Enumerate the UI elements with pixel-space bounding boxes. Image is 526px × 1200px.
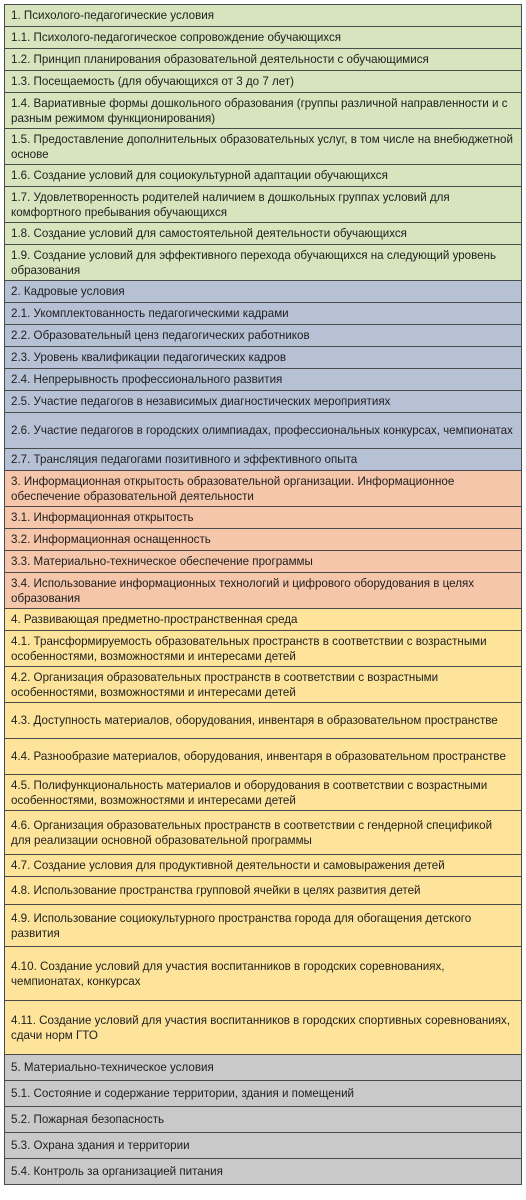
table-row [5,775,522,811]
table-row [5,223,522,245]
table-row [5,811,522,855]
table-row [5,129,522,165]
table-row [5,71,522,93]
table-cell: 4.10. Создание условий для участия воспитанников в городских соревнованиях, чемпионатах, конкурсах [5,947,522,1001]
table-cell: 2.5. Участие педагогов в независимых диагностических мероприятиях [5,391,522,413]
table-row [5,1081,522,1107]
table-row [5,667,522,703]
table-cell: 1.5. Предоставление дополнительных образовательных услуг, в том числе на внебюджетной основе [5,129,522,165]
table-cell: 3.3. Материально-техническое обеспечение программы [5,551,522,573]
table-cell: 2.7. Трансляция педагогами позитивного и эффективного опыта [5,449,522,471]
table-row [5,325,522,347]
table-row [5,391,522,413]
table-cell: 1.1. Психолого-педагогическое сопровождение обучающихся [5,27,522,49]
table-row [5,49,522,71]
table-cell: 4.3. Доступность материалов, оборудования, инвентаря в образовательном пространстве [5,703,522,739]
section-row-1 [5,5,522,27]
table-cell: 2.2. Образовательный ценз педагогических работников [5,325,522,347]
table-cell: 5.3. Охрана здания и территории [5,1133,522,1159]
table-cell: 1.7. Удовлетворенность родителей наличием в дошкольных группах условий для комфортного пребывания обучающихся [5,187,522,223]
table-cell: 1.2. Принцип планирования образовательной деятельности с обучающимися [5,49,522,71]
table-row [5,245,522,281]
table-row [5,631,522,667]
table-row [5,551,522,573]
section-row-2 [5,281,522,303]
table-cell: 1.9. Создание условий для эффективного перехода обучающихся на следующий уровень образования [5,245,522,281]
table-row [5,1001,522,1055]
table-cell: 2.3. Уровень квалификации педагогических кадров [5,347,522,369]
table-cell: 4. Развивающая предметно-пространственная среда [5,609,522,631]
table-cell: 5.4. Контроль за организацией питания [5,1159,522,1185]
table-row [5,187,522,223]
table-row [5,739,522,775]
table-row [5,947,522,1001]
table-cell: 2.6. Участие педагогов в городских олимпиадах, профессиональных конкурсах, чемпионатах [5,413,522,449]
table-cell: 3.2. Информационная оснащенность [5,529,522,551]
table-cell: 4.2. Организация образовательных пространств в соответствии с возрастными особенностями, возможностями и интересами детей [5,667,522,703]
table-cell: 3.1. Информационная открытость [5,507,522,529]
table-cell: 5. Материально-техническое условия [5,1055,522,1081]
table-row [5,1159,522,1185]
table-cell: 4.4. Разнообразие материалов, оборудования, инвентаря в образовательном пространстве [5,739,522,775]
table-cell: 4.6. Организация образовательных пространств в соответствии с гендерной спецификой для реализации основной образовательной программы [5,811,522,855]
table-row [5,165,522,187]
table-cell: 5.1. Состояние и содержание территории, здания и помещений [5,1081,522,1107]
table-row [5,449,522,471]
table-cell: 1.6. Создание условий для социокультурной адаптации обучающихся [5,165,522,187]
section-row-3 [5,471,522,507]
table-cell: 3. Информационная открытость образовательной организации. Информационное обеспечение образовательной деятельности [5,471,522,507]
table-cell: 2. Кадровые условия [5,281,522,303]
table-cell: 4.5. Полифункциональность материалов и оборудования в соответствии с возрастными особенностями, возможностями и интересами детей [5,775,522,811]
table-row [5,93,522,129]
table-row [5,877,522,905]
table-cell: 4.8. Использование пространства групповой ячейки в целях развития детей [5,877,522,905]
table-row [5,303,522,325]
table-cell: 3.4. Использование информационных технологий и цифрового оборудования в целях образования [5,573,522,609]
table-cell: 4.9. Использование социокультурного пространства города для обогащения детского развития [5,905,522,947]
table-cell: 4.11. Создание условий для участия воспитанников в городских спортивных соревнованиях, сдачи норм ГТО [5,1001,522,1055]
table-row [5,347,522,369]
table-cell: 2.1. Укомплектованность педагогическими кадрами [5,303,522,325]
table-row [5,703,522,739]
table-cell: 1.8. Создание условий для самостоятельной деятельности обучающихся [5,223,522,245]
table-row [5,529,522,551]
section-row-5 [5,1055,522,1081]
table-row [5,507,522,529]
table-row [5,413,522,449]
table-row [5,27,522,49]
table-row [5,855,522,877]
conditions-table [4,4,522,1185]
table-cell: 1. Психолого-педагогические условия [5,5,522,27]
table-cell: 1.3. Посещаемость (для обучающихся от 3 до 7 лет) [5,71,522,93]
table-cell: 5.2. Пожарная безопасность [5,1107,522,1133]
table-cell: 4.1. Трансформируемость образовательных пространств в соответствии с возрастными особенностями, возможностями и интересами детей [5,631,522,667]
table-row [5,1133,522,1159]
table-cell: 2.4. Непрерывность профессионального развития [5,369,522,391]
section-row-4 [5,609,522,631]
table-row [5,905,522,947]
table-row [5,573,522,609]
table-row [5,1107,522,1133]
table-cell: 1.4. Вариативные формы дошкольного образования (группы различной направленности и с разным режимом функционирования) [5,93,522,129]
table-cell: 4.7. Создание условия для продуктивной деятельности и самовыражения детей [5,855,522,877]
table-row [5,369,522,391]
